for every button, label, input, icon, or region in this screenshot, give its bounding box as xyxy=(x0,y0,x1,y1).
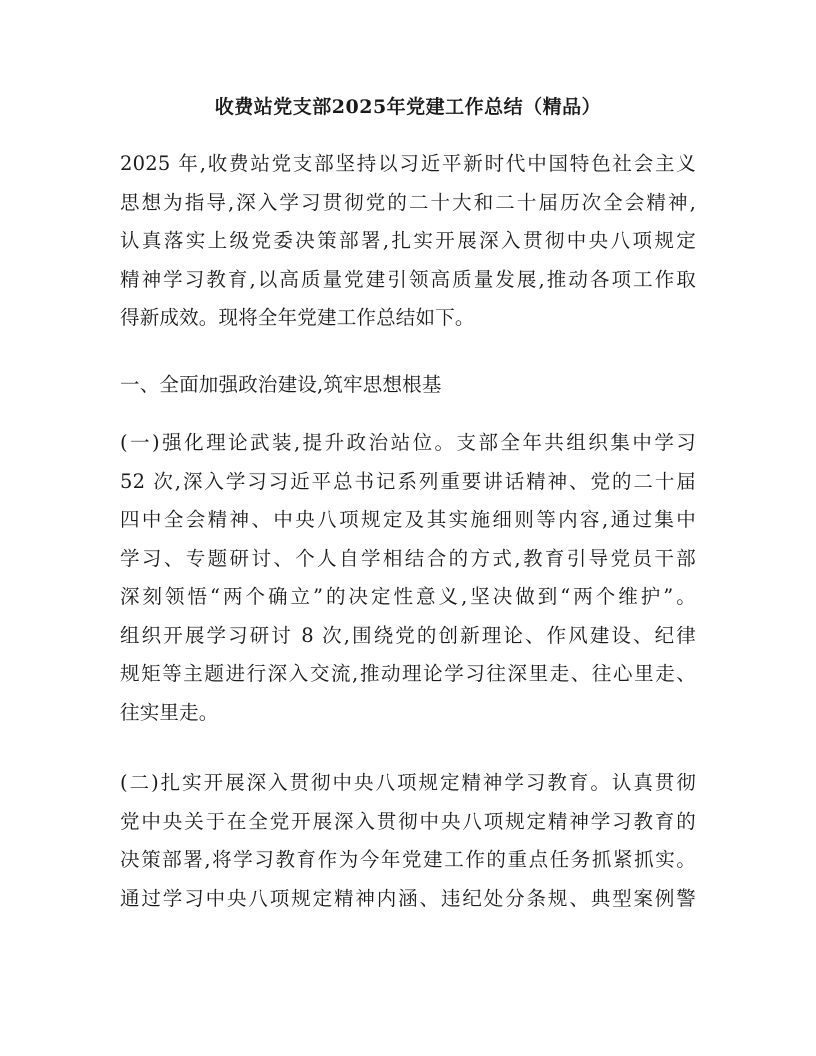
paragraph-line: 通过学习中央八项规定精神内涵、违纪处分条规、典型案例警 xyxy=(120,886,696,910)
paragraph-line: 往实里走。 xyxy=(120,700,219,724)
intro-line: 2025 年,收费站党支部坚持以习近平新时代中国特色社会主义 xyxy=(120,152,696,175)
paragraph-line: 深刻领悟“两个确立”的决定性意义,坚决做到“两个维护”。 xyxy=(120,585,696,608)
paragraph-2 xyxy=(120,764,696,918)
paragraph-line: (一)强化理论武装,提升政治站位。支部全年共组织集中学习 xyxy=(120,431,696,454)
paragraph-line: 决策部署,将学习教育作为今年党建工作的重点任务抓紧抓实。 xyxy=(120,848,696,871)
paragraph-line: 党中央关于在全党开展深入贯彻中央八项规定精神学习教育的 xyxy=(120,809,696,833)
paragraph-line: (二)扎实开展深入贯彻中央八项规定精神学习教育。认真贯彻 xyxy=(120,771,696,794)
paragraph-line: 规矩等主题进行深入交流,推动理论学习往深里走、往心里走、 xyxy=(120,662,696,685)
intro-line: 精神学习教育,以高质量党建引领高质量发展,推动各项工作取 xyxy=(120,267,696,291)
paragraph-line: 学习、专题研讨、个人自学相结合的方式,教育引导党员干部 xyxy=(120,546,696,570)
intro-paragraph xyxy=(120,145,696,338)
intro-line: 思想为指导,深入学习贯彻党的二十大和二十届历次全会精神, xyxy=(120,190,696,214)
paragraph-line: 52 次,深入学习习近平总书记系列重要讲话精神、党的二十届 xyxy=(120,469,696,493)
paragraph-line: 组织开展学习研讨 8 次,围绕党的创新理论、作风建设、纪律 xyxy=(120,623,696,647)
paragraph-line: 四中全会精神、中央八项规定及其实施细则等内容,通过集中 xyxy=(120,508,696,531)
document-title: 收费站党支部2025年党建工作总结（精品） xyxy=(214,96,602,118)
intro-line: 认真落实上级党委决策部署,扎实开展深入贯彻中央八项规定 xyxy=(120,229,696,252)
section-heading-1 xyxy=(120,366,696,405)
intro-line: 得新成效。现将全年党建工作总结如下。 xyxy=(120,306,475,329)
paragraph-1 xyxy=(120,424,696,732)
section-heading-text: 一、全面加强政治建设,筑牢思想根基 xyxy=(120,373,442,396)
